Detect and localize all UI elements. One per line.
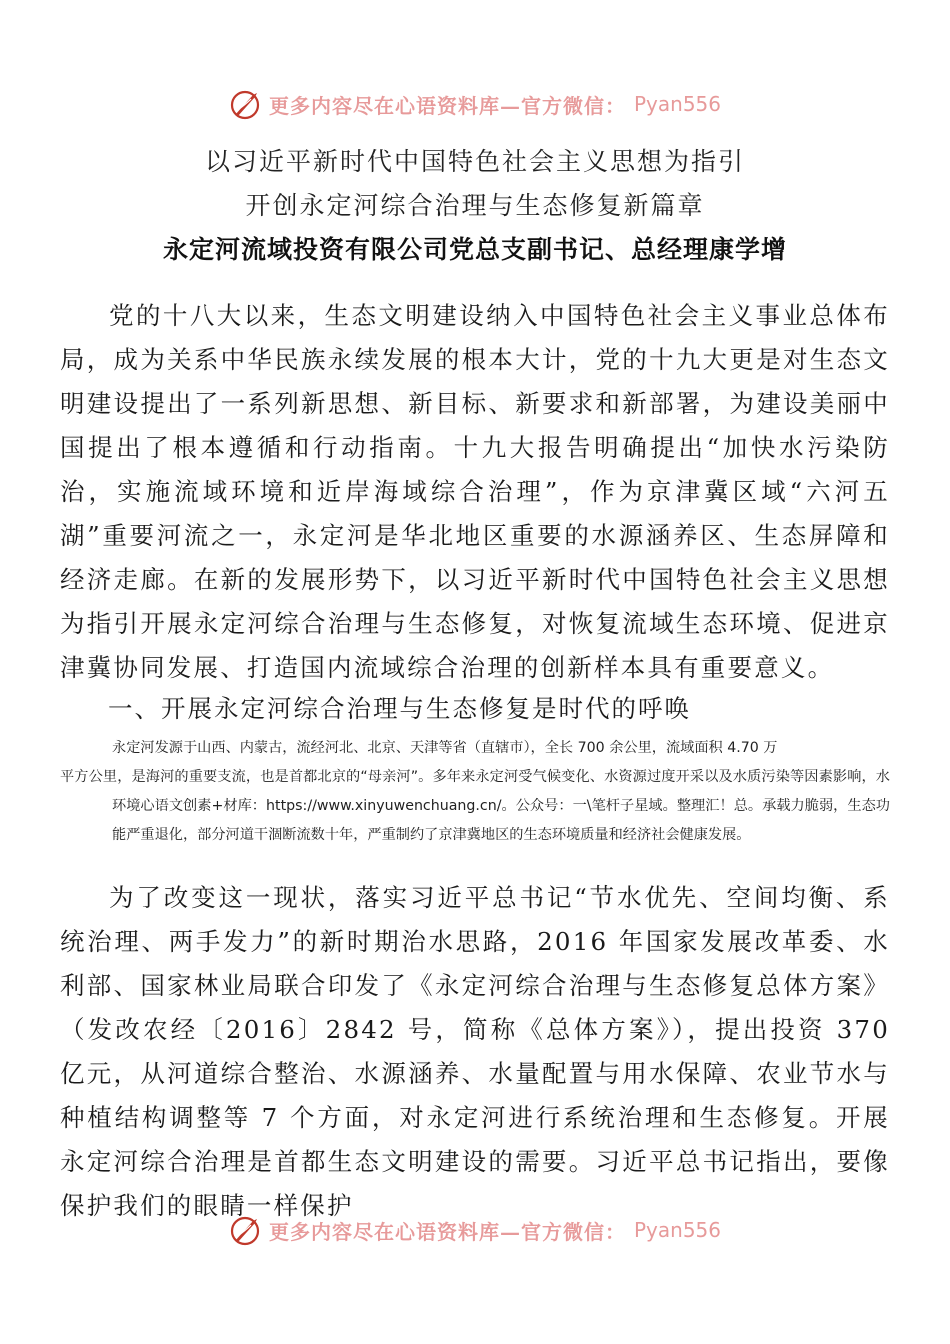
watermark-banner-bottom [0, 1210, 950, 1250]
small-print-first-line: 永定河发源于山西、内蒙古，流经河北、北京、天津等省（直辖市），全长 700 余公里，流域面积 4.70 万 [112, 740, 778, 756]
paragraph-2: 为了改变这一现状，落实习近平总书记“节水优先、空间均衡、系统治理、两手发力”的新时期治水思路，2016 年国家发展改革委、水利部、国家林业局联合印发了《永定河综合治理与生态修复总体方案》（发改农经〔2016〕2842 号，简称《总体方案》），提出投资 370 亿元，从河道综合整治、水源涵养、水量配置与用水保障、农业节水与种植结构调整等 7 个方面，对永定河进行系统治理和生态修复。开展永定河综合治理是首都生态文明建设的需要。习近平总书记指出，要像保护我们的眼睛一样保护 [60, 883, 890, 1220]
paragraph-1: 党的十八大以来，生态文明建设纳入中国特色社会主义事业总体布局，成为关系中华民族永续发展的根本大计，党的十九大更是对生态文明建设提出了一系列新思想、新目标、新要求和新部署，为建设美丽中国提出了根本遵循和行动指南。十九大报告明确提出“加快水污染防治，实施流域环境和近岸海域综合治理”，作为京津冀区域“六河五湖”重要河流之一，永定河是华北地区重要的水源涵养区、生态屏障和经济走廊。在新的发展形势下，以习近平新时代中国特色社会主义思想为指引开展永定河综合治理与生态修复，对恢复流域生态环境、促进京津冀协同发展、打造国内流域综合治理的创新样本具有重要意义。 [60, 301, 890, 682]
author-line: 永定河流域投资有限公司党总支副书记、总经理康学增 [162, 235, 787, 264]
watermark-wechat-id: Pyan556 [633, 92, 721, 116]
watermark-text: 更多内容尽在心语资料库—官方微信： [268, 1219, 626, 1244]
small-print-rest [60, 769, 890, 843]
small-print-paragraph [60, 734, 890, 850]
section-heading-1: 一、开展永定河综合治理与生态修复是时代的呼唤 [108, 694, 691, 723]
title-line-2: 开创永定河综合治理与生态修复新篇章 [245, 191, 705, 220]
quill-logo-icon [229, 1213, 263, 1247]
watermark-text: 更多内容尽在心语资料库—官方微信： [268, 93, 626, 118]
small-print-rest-text: 平方公里，是海河的重要支流，也是首都北京的“母亲河”。多年来永定河受气候变化、水资源过度开采以及水质污染等因素影响，水环境心语文创素+材库：https://www.xinyuwenchuang.cn/。公众号：一\笔杆子星域。整理汇！总。承载力脆弱，生态功能严重退化，部分河道干涸断流数十年，严重制约了京津冀地区的生态环境质量和经济社会健康发展。 [60, 769, 890, 843]
quill-logo-icon [229, 87, 263, 121]
watermark-wechat-id: Pyan556 [633, 1218, 721, 1242]
watermark-banner-top [0, 84, 950, 124]
title-line-1: 以习近平新时代中国特色社会主义思想为指引 [204, 147, 745, 176]
